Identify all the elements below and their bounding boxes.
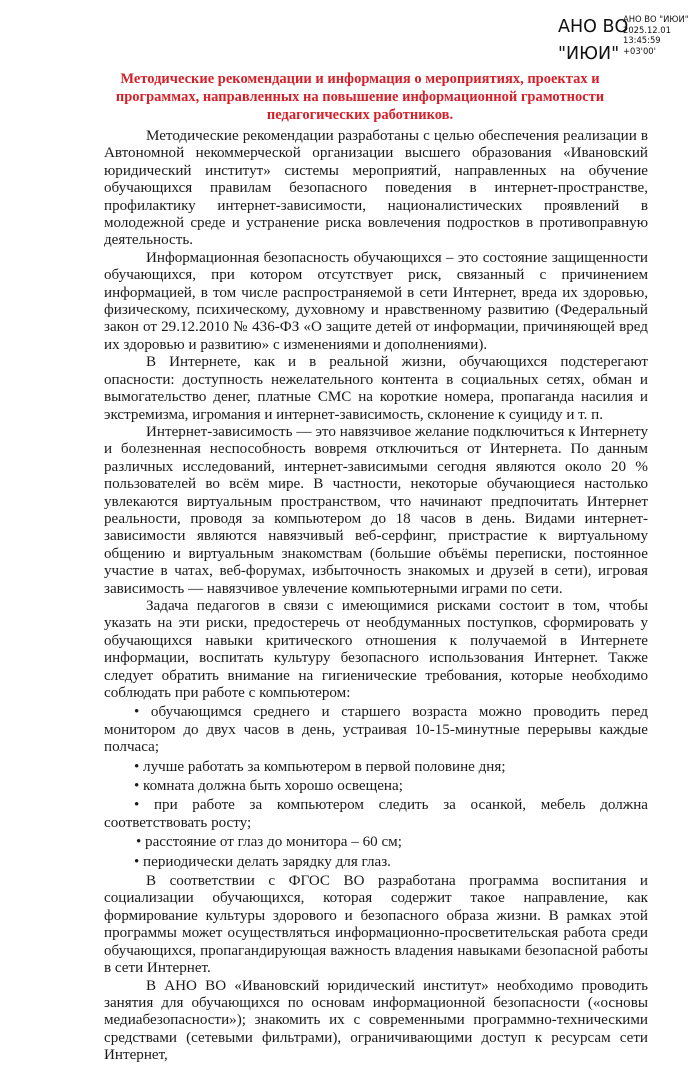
stamp-main-line: АНО ВО [558, 17, 629, 37]
bullet-item: • расстояние от глаз до монитора – 60 см; [136, 834, 402, 851]
document-body [104, 128, 648, 1065]
bullet-item: • периодически делать зарядку для глаз. [134, 853, 391, 870]
bullet-item: • обучающимся среднего и старшего возраста можно проводить перед монитором до двух часов в день, устраивая 10-15-минутные перерывы каждые полчаса; [104, 704, 648, 756]
bullet-item: • комната должна быть хорошо освещена; [134, 778, 403, 795]
stamp-timezone: +03'00' [623, 45, 656, 56]
paragraph: В соответствии с ФГОС ВО разработана программа воспитания и социализации обучающихся, которая содержит такое направление, как формирование культуры здорового и безопасного образа жизни. В рамках этой программы может осуществляться информационно-просветительская работа среди обучающихся, пропагандирующая важность владения навыками безопасной работы в сети Интернет. [104, 873, 648, 977]
document-title: Методические рекомендации и информация о мероприятиях, проектах и программах, направленных на повышение информационной грамотности педагогических работников. [115, 71, 605, 123]
stamp-date: 2025.12.01 [623, 24, 671, 35]
stamp-signer: АНО ВО "ИЮИ" [623, 14, 689, 24]
paragraph: Интернет-зависимость — это навязчивое желание подключиться к Интернету и болезненная неспособность вовремя отключиться от Интернета. По данным различных исследований, интернет-зависимыми сегодня являются около 20 % пользователей во всём мире. В частности, некоторые обучающиеся настолько увлекаются виртуальным пространством, что начинают предпочитать Интернет реальности, проводя за компьютером до 18 часов в день. Видами интернет-зависимости являются навязчивый веб-серфинг, пристрастие к виртуальному общению и виртуальным знакомствам (большие объёмы переписки, постоянное участие в чатах, веб-форумах, избыточность знакомых и друзей в сети), игровая зависимость — навязчивое увлечение компьютерными играми по сети. [104, 423, 648, 597]
stamp-main-line: "ИЮИ" [558, 44, 620, 64]
stamp-time: 13:45:59 [623, 35, 661, 45]
paragraph: Методические рекомендации разработаны с целью обеспечения реализации в Автономной некоммерческой организации высшего образования «Ивановский юридический институт» системы мероприятий, направленных на обучение обучающихся правилам безопасного поведения в интернет-пространстве, профилактику интернет-зависимости, националистических проявлений в молодежной среде и устранение риска вовлечения подростков в противоправную деятельность. [104, 128, 648, 249]
paragraph: Информационная безопасность обучающихся – это состояние защищенности обучающихся, при котором отсутствует риск, связанный с причинением информацией, в том числе распространяемой в сети Интернет, вреда их здоровью, физическому, психическому, духовному и нравственному развитию (Федеральный закон от 29.12.2010 № 436-ФЗ «О защите детей от информации, причиняющей вред их здоровью и развитию» с изменениями и дополнениями). [104, 249, 648, 353]
stamp-organization [558, 14, 628, 68]
stamp-details [623, 14, 689, 56]
bullet-item: • при работе за компьютером следить за осанкой, мебель должна соответствовать росту; [104, 797, 648, 831]
bullet-item: • лучше работать за компьютером в первой половине дня; [134, 758, 506, 775]
paragraph: В АНО ВО «Ивановский юридический институт» необходимо проводить занятия для обучающихся по основам информационной безопасности («основы медиабезопасности»); знакомить их с современными программно-техническими средствами (сетевыми фильтрами), ограничивающими доступ к ресурсам сети Интернет, [104, 977, 648, 1064]
paragraph: В Интернете, как и в реальной жизни, обучающихся подстерегают опасности: доступность нежелательного контента в социальных сетях, обман и вымогательство денег, платные СМС на короткие номера, пропаганда насилия и экстремизма, игромания и интернет-зависимость, склонение к суициду и т. п. [104, 354, 648, 423]
paragraph: Задача педагогов в связи с имеющимися рисками состоит в том, чтобы указать на эти риски, предостеречь от необдуманных поступков, сформировать у обучающихся навыки критического отношения к получаемой в Интернете информации, воспитать культуру безопасного использования Интернет. Также следует обратить внимание на гигиенические требования, которые необходимо соблюдать при работе с компьютером: [104, 597, 648, 701]
